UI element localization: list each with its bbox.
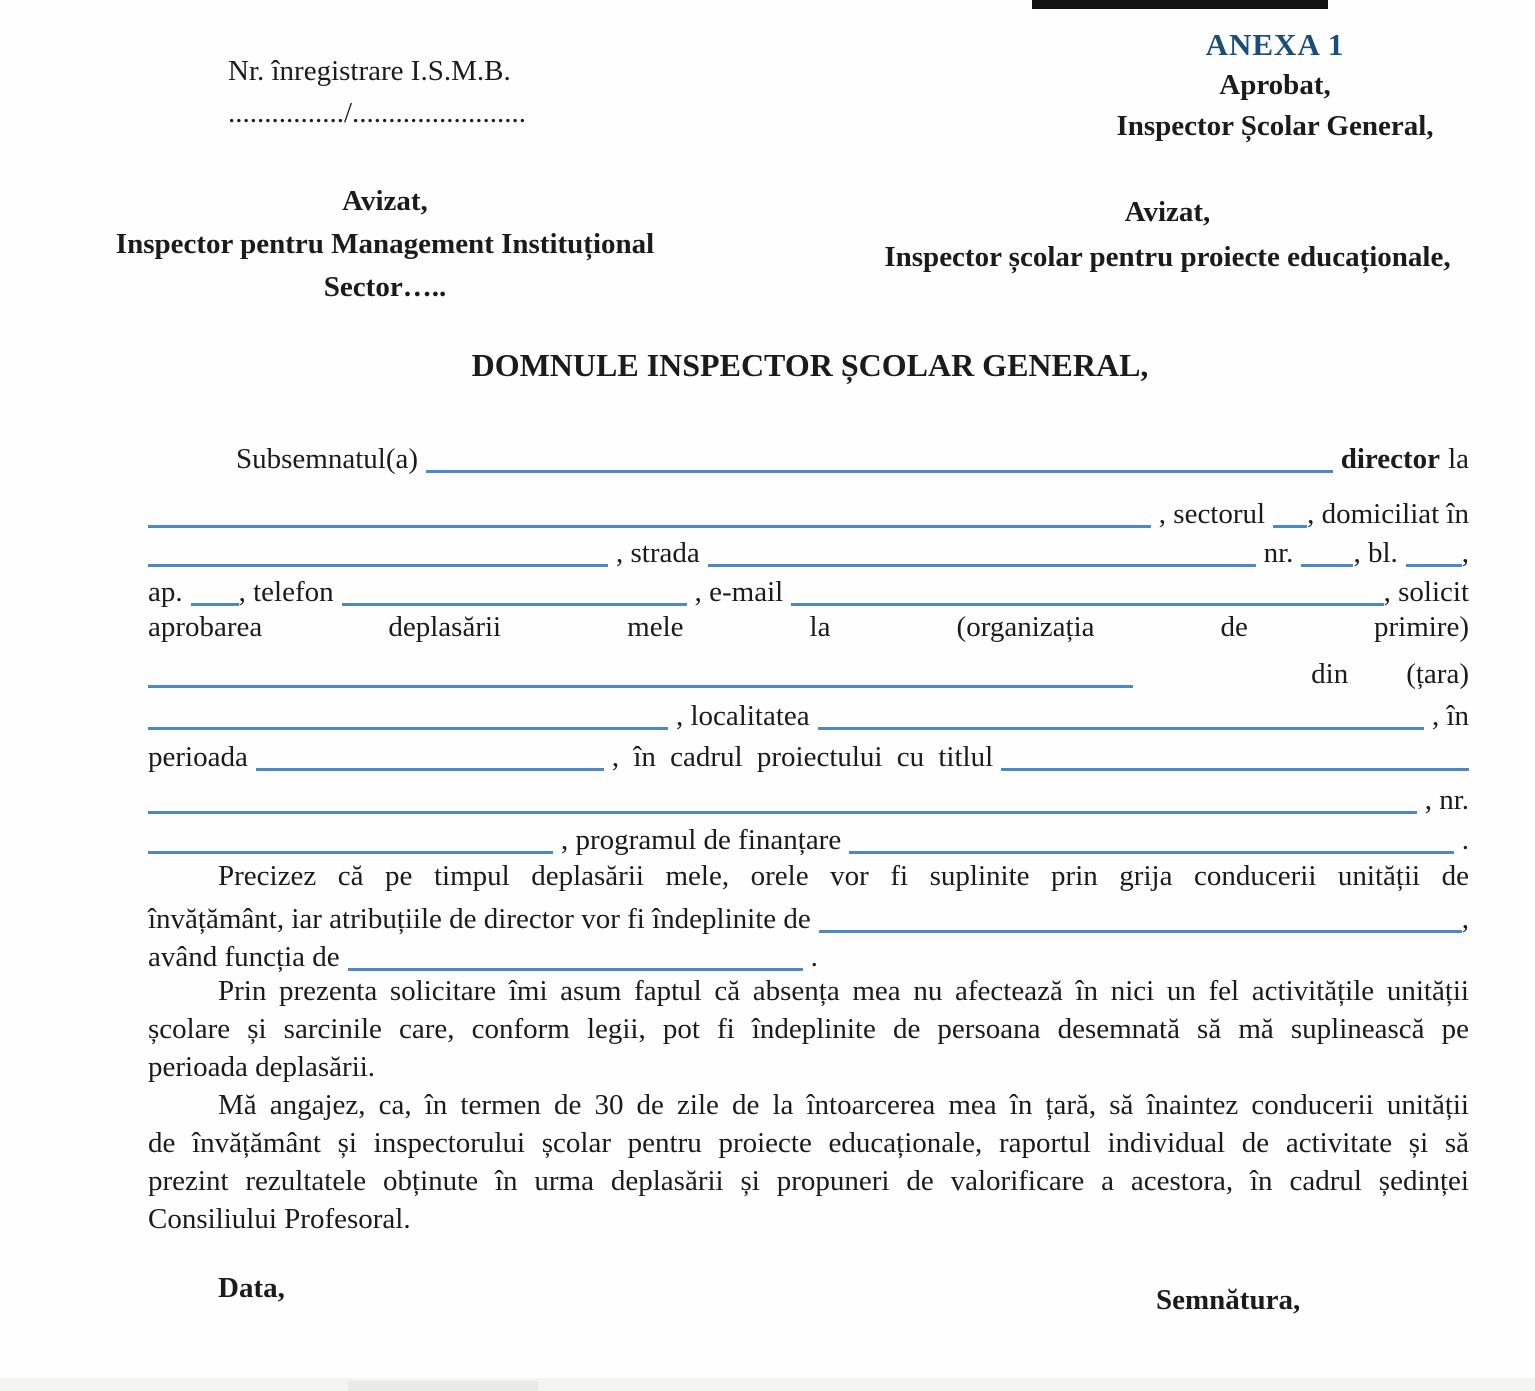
paragraph3-line2: de învățământ și inspectorului școlar pentru proiecte educaționale, raportul individual de activitate și să <box>148 1127 1469 1159</box>
form-line-3 <box>148 529 1469 573</box>
annex-title: ANEXA 1 <box>1205 27 1345 62</box>
registration-label: Nr. înregistrare I.S.M.B. <box>228 55 511 87</box>
field-ap-blank <box>191 573 239 606</box>
tara-label: (țara) <box>1406 658 1469 690</box>
field-tara-blank <box>148 697 668 730</box>
program-finantare-label: , programul de finanțare <box>561 824 842 856</box>
indeplinite-de-label: învățământ, iar atribuțiile de director vor fi îndeplinite de <box>148 903 811 935</box>
form-line-7 <box>148 692 1469 736</box>
nr-proiect-label: , nr. <box>1424 784 1469 816</box>
paragraph2-line2: școlare și sarcinile care, conform legii, pot fi îndeplinite de persoana desemnată să mă suplinească pe <box>148 1013 1469 1045</box>
field-sector-blank <box>1273 495 1307 528</box>
director-label: director <box>1340 443 1441 475</box>
field-domiciliu-localitate-blank <box>148 534 608 567</box>
form-line-8 <box>148 733 1469 777</box>
form-line-9 <box>148 776 1469 820</box>
field-organizatie-blank <box>148 655 1133 688</box>
nr-label: nr. <box>1263 537 1294 569</box>
proiect-label: , în cadrul proiectului cu titlul <box>611 741 994 773</box>
avizat-right-label: Avizat, <box>1124 196 1211 228</box>
line10-dot: . <box>1461 824 1469 856</box>
signature-label: Semnătura, <box>1156 1284 1301 1316</box>
sectorul-label: , sectorul <box>1158 498 1266 530</box>
field-email-blank <box>791 573 1383 606</box>
approved-by-label: Inspector Școlar General, <box>1116 110 1434 142</box>
domiciliat-label: , domiciliat în <box>1307 498 1469 530</box>
form-line-1 <box>148 435 1469 479</box>
field-bl-blank <box>1406 534 1462 567</box>
endorsement-left-block <box>85 180 685 309</box>
registration-dotted-line: ................/........................ <box>228 97 527 129</box>
paragraph1-line2-comma: , <box>1461 903 1469 935</box>
form-line-6 <box>148 650 1469 694</box>
paragraph3-line3: prezint rezultatele obținute în urma deplasării și propuneri de valorificare a acestora, în cadrul ședinței <box>148 1165 1469 1197</box>
approved-label: Aprobat, <box>1219 69 1331 101</box>
paragraph3-line4: Consiliului Profesoral. <box>148 1203 411 1235</box>
field-functie-blank <box>348 938 803 971</box>
scan-artifact-bottom-smudge <box>348 1381 538 1391</box>
telefon-label: , telefon <box>238 576 334 608</box>
subsemnatul-label: Subsemnatul(a) <box>236 443 419 475</box>
endorser-right-role: Inspector școlar pentru proiecte educaționale, <box>884 241 1451 273</box>
paragraph1-line1: Precizez că pe timpul deplasării mele, orele vor fi suplinite prin grija conducerii unității de <box>218 860 1469 892</box>
field-telefon-blank <box>342 573 687 606</box>
scan-artifact-top-bar <box>1032 0 1328 9</box>
field-nr-blank <box>1301 534 1353 567</box>
din-label: din <box>1311 658 1349 690</box>
field-persoana-suplinitoare-blank <box>819 900 1462 933</box>
form-line-5: aprobarea deplasării mele la (organizația de primire) <box>148 611 1469 643</box>
registration-block <box>228 50 526 134</box>
form-line-10 <box>148 816 1469 860</box>
email-label: , e-mail <box>694 576 784 608</box>
la-label: la <box>1448 443 1469 475</box>
field-nume-blank <box>426 440 1333 473</box>
field-perioada-blank <box>256 738 604 771</box>
form-line-2 <box>148 490 1469 534</box>
form-line-4 <box>148 568 1469 612</box>
scan-artifact-bottom-strip <box>0 1378 1535 1391</box>
perioada-label: perioada <box>148 741 248 773</box>
date-label: Data, <box>218 1272 285 1304</box>
field-localitate-blank <box>818 697 1424 730</box>
annex-block <box>1045 24 1505 147</box>
field-strada-blank <box>708 534 1256 567</box>
in-label: , în <box>1431 700 1469 732</box>
strada-label: , strada <box>616 537 700 569</box>
field-program-finantare-blank <box>849 821 1454 854</box>
bl-label: , bl. <box>1353 537 1398 569</box>
avizat-left-label: Avizat, <box>342 185 428 217</box>
field-numar-proiect-blank <box>148 821 553 854</box>
field-unitate-invatamant-blank <box>148 495 1151 528</box>
paragraph2-line3: perioada deplasării. <box>148 1051 376 1083</box>
avand-functia-label: având funcția de <box>148 941 340 973</box>
paragraph2-line1: Prin prezenta solicitare îmi asum faptul că absența mea nu afectează în nici un fel activitățile unității <box>218 975 1469 1007</box>
endorser-left-role: Inspector pentru Management Instituțional <box>115 228 655 260</box>
sector-label: Sector….. <box>323 271 447 303</box>
solicit-label: , solicit <box>1383 576 1469 608</box>
line3-comma: , <box>1461 537 1469 569</box>
localitatea-label: , localitatea <box>676 700 810 732</box>
field-titlu-proiect-blank-1 <box>1001 738 1469 771</box>
paragraph1-line3 <box>148 933 1469 977</box>
document-title: DOMNULE INSPECTOR ȘCOLAR GENERAL, <box>471 347 1149 383</box>
ap-label: ap. <box>148 576 183 608</box>
paragraph3-line1: Mă angajez, ca, în termen de 30 de zile de la întoarcerea mea în țară, să înaintez conducerii unității <box>218 1089 1469 1121</box>
paragraph1-line3-dot: . <box>810 941 818 973</box>
field-titlu-proiect-blank-2 <box>148 781 1417 814</box>
endorsement-right-block <box>855 190 1480 280</box>
